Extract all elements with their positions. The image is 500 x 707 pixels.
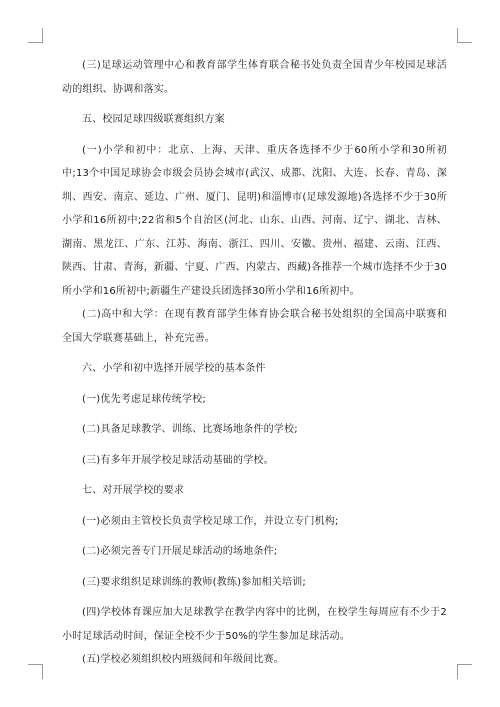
paragraph-primary-middle: (一)小学和初中：北京、上海、天津、重庆各选择不少于60所小学和30所初中;13个中国足球协会市级会员协会城市(武汉、成都、沈阳、大连、长春、青岛、深圳、西安、南京、延边、广州、厦门、昆明)和淄博市(足球发源地)各选择不少于30所小学和16所初中;22省和5个自治区(河北、山东、山西、河南、辽宁、湖北、吉林、湖南、黑龙江、广东、江苏、海南、浙江、四川、安徽、贵州、福建、云南、江西、陕西、甘肃、青海，新疆、宁夏、广西、内蒙古、西藏)各推荐一个城市选择不少于30所小学和16所初中;新疆生产建设兵团选择30所小学和16所初中。 <box>62 144 447 297</box>
list-item-requirement-1: (一)必须由主管校长负责学校足球工作，并设立专门机构; <box>82 515 339 527</box>
section-heading-school-conditions: 六、小学和初中选择开展学校的基本条件 <box>82 363 266 374</box>
list-item-requirement-3: (三)要求组织足球训练的教师(教练)参加相关培训; <box>82 576 306 588</box>
section-heading-school-requirements: 七、对开展学校的要求 <box>82 485 184 496</box>
paragraph-high-school-university: (二)高中和大学：在现有教育部学生体育协会联合秘书处组织的全国高中联赛和全国大学联赛基础上，补充完善。 <box>62 309 447 344</box>
crop-mark-top-left <box>28 28 43 43</box>
list-item-requirement-4: (四)学校体育课应加大足球教学在教学内容中的比例，在校学生每周应有不少于2小时足球活动时间，保证全校不少于50%的学生参加足球活动。 <box>62 607 447 642</box>
crop-mark-bottom-right <box>457 664 472 679</box>
list-item-requirement-2: (二)必须完善专门开展足球活动的场地条件; <box>82 546 278 557</box>
list-item-condition-3: (三)有多年开展学校足球活动基础的学校。 <box>82 454 274 466</box>
list-item-condition-2: (二)具备足球教学、训练、比赛场地条件的学校; <box>82 424 298 435</box>
section-heading-league-plan: 五、校园足球四级联赛组织方案 <box>82 114 225 125</box>
list-item-condition-1: (一)优先考虑足球传统学校; <box>82 393 206 405</box>
list-item-requirement-5: (五)学校必须组织校内班级间和年级间比赛。 <box>82 654 285 665</box>
crop-mark-top-right <box>457 28 472 43</box>
crop-mark-bottom-left <box>28 664 43 679</box>
document-body <box>62 54 447 679</box>
paragraph-organization: (三)足球运动管理中心和教育部学生体育联合秘书处负责全国青少年校园足球活动的组织、协调和落实。 <box>62 60 447 95</box>
